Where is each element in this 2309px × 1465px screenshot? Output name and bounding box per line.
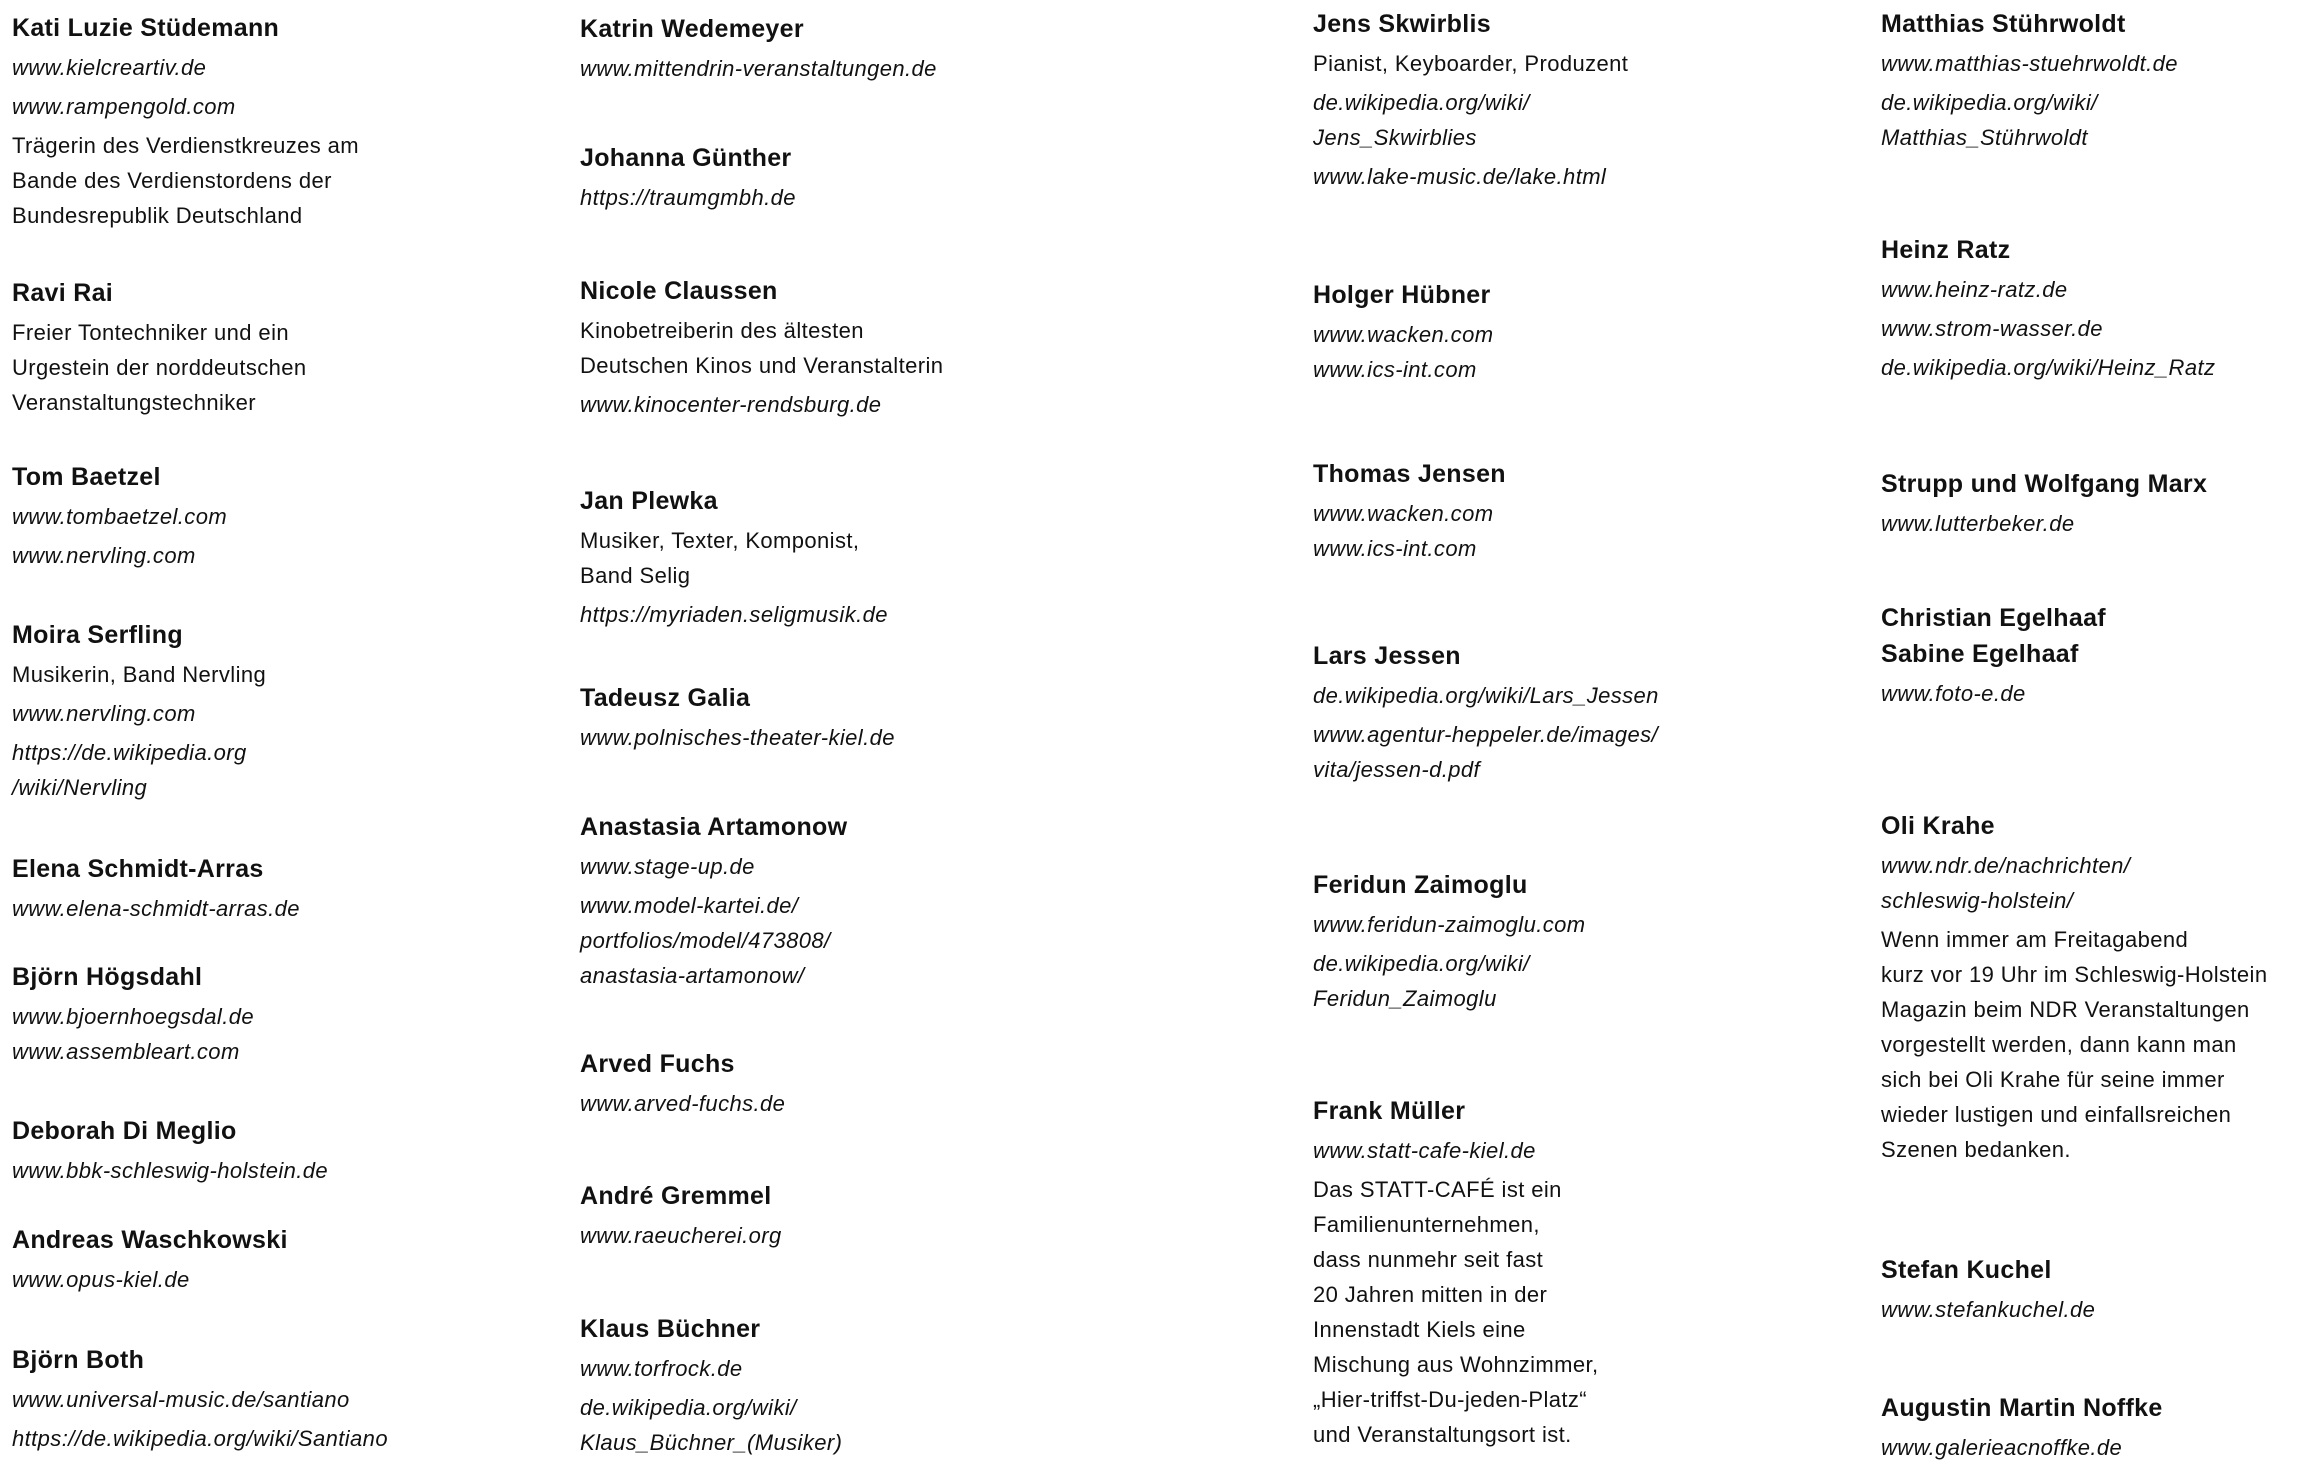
contact-entry bbox=[1881, 466, 2309, 541]
website-link[interactable]: www.strom-wasser.de bbox=[1881, 316, 2103, 341]
contact-entry bbox=[580, 1178, 1160, 1253]
contact-entry bbox=[1881, 808, 2309, 1167]
website-link[interactable]: https://de.wikipedia.org /wiki/Nervling bbox=[12, 740, 247, 800]
contact-name: Ravi Rai bbox=[12, 279, 114, 307]
website-link[interactable]: www.agentur-heppeler.de/images/ vita/jessen-d.pdf bbox=[1313, 722, 1659, 782]
contact-name: Katrin Wedemeyer bbox=[580, 15, 804, 43]
description-text: Pianist, Keyboarder, Produzent bbox=[1313, 51, 1629, 76]
contact-entry bbox=[1881, 232, 2309, 385]
website-link[interactable]: de.wikipedia.org/wiki/ Klaus_Büchner_(Musiker) bbox=[580, 1395, 843, 1455]
website-link[interactable]: www.lutterbeker.de bbox=[1881, 511, 2075, 536]
contact-entry bbox=[12, 275, 592, 420]
contact-entry bbox=[12, 459, 592, 573]
contact-name: Deborah Di Meglio bbox=[12, 1117, 237, 1145]
contact-name: Jan Plewka bbox=[580, 487, 718, 515]
website-link[interactable]: www.bjoernhoegsdal.de www.assembleart.com bbox=[12, 1004, 254, 1064]
contact-name: Christian Egelhaaf Sabine Egelhaaf bbox=[1881, 604, 2106, 668]
contact-name: Oli Krahe bbox=[1881, 812, 1995, 840]
description-text: Musiker, Texter, Komponist, Band Selig bbox=[580, 528, 860, 588]
website-link[interactable]: www.torfrock.de bbox=[580, 1356, 743, 1381]
website-link[interactable]: de.wikipedia.org/wiki/ Jens_Skwirblies bbox=[1313, 90, 1530, 150]
contact-entry bbox=[12, 1222, 592, 1297]
contact-name: Frank Müller bbox=[1313, 1097, 1466, 1125]
contact-name: Klaus Büchner bbox=[580, 1315, 761, 1343]
contact-name: Thomas Jensen bbox=[1313, 460, 1506, 488]
contact-entry bbox=[12, 617, 592, 805]
contact-name: Moira Serfling bbox=[12, 621, 183, 649]
website-link[interactable]: www.arved-fuchs.de bbox=[580, 1091, 786, 1116]
contact-entry bbox=[1313, 6, 1893, 194]
contact-name: Nicole Claussen bbox=[580, 277, 778, 305]
contact-entry bbox=[580, 11, 1160, 86]
website-link[interactable]: www.stage-up.de bbox=[580, 854, 755, 879]
website-link[interactable]: https://de.wikipedia.org/wiki/Santiano bbox=[12, 1426, 388, 1451]
website-link[interactable]: www.opus-kiel.de bbox=[12, 1267, 190, 1292]
contact-name: Björn Both bbox=[12, 1346, 145, 1374]
contact-name: Arved Fuchs bbox=[580, 1050, 735, 1078]
contact-entry bbox=[580, 1311, 1160, 1460]
description-text: Wenn immer am Freitagabend kurz vor 19 Uhr im Schleswig-Holstein Magazin beim NDR Veranstaltungen vorgestellt werden, dann kann man sich bei Oli Krahe für seine immer wieder lustigen und einfallsreichen Szenen bedanken. bbox=[1881, 927, 2268, 1162]
website-link[interactable]: https://myriaden.seligmusik.de bbox=[580, 602, 888, 627]
website-link[interactable]: www.bbk-schleswig-holstein.de bbox=[12, 1158, 329, 1183]
website-link[interactable]: www.foto-e.de bbox=[1881, 681, 2026, 706]
website-link[interactable]: www.model-kartei.de/ portfolios/model/473808/ anastasia-artamonow/ bbox=[580, 893, 831, 988]
contact-entry bbox=[1881, 600, 2309, 711]
contact-name: Feridun Zaimoglu bbox=[1313, 871, 1528, 899]
contact-entry bbox=[12, 851, 592, 926]
contact-entry bbox=[580, 273, 1160, 422]
website-link[interactable]: www.polnisches-theater-kiel.de bbox=[580, 725, 895, 750]
website-link[interactable]: www.lake-music.de/lake.html bbox=[1313, 164, 1607, 189]
contact-name: Elena Schmidt-Arras bbox=[12, 855, 264, 883]
contact-name: Strupp und Wolfgang Marx bbox=[1881, 470, 2208, 498]
website-link[interactable]: de.wikipedia.org/wiki/Lars_Jessen bbox=[1313, 683, 1659, 708]
contact-name: André Gremmel bbox=[580, 1182, 772, 1210]
website-link[interactable]: www.wacken.com www.ics-int.com bbox=[1313, 322, 1494, 382]
website-link[interactable]: www.feridun-zaimoglu.com bbox=[1313, 912, 1586, 937]
contact-entry bbox=[1881, 1252, 2309, 1327]
contact-entry bbox=[1313, 456, 1893, 566]
contact-name: Stefan Kuchel bbox=[1881, 1256, 2052, 1284]
contact-entry bbox=[580, 1046, 1160, 1121]
contact-name: Tom Baetzel bbox=[12, 463, 161, 491]
contact-entry bbox=[1313, 638, 1893, 787]
contact-name: Lars Jessen bbox=[1313, 642, 1461, 670]
description-text: Trägerin des Verdienstkreuzes am Bande des Verdienstordens der Bundesrepublik Deutschland bbox=[12, 133, 360, 228]
contact-name: Holger Hübner bbox=[1313, 281, 1491, 309]
website-link[interactable]: www.rampengold.com bbox=[12, 94, 236, 119]
website-link[interactable]: www.nervling.com bbox=[12, 701, 196, 726]
contact-name: Matthias Stührwoldt bbox=[1881, 10, 2126, 38]
website-link[interactable]: www.kielcreartiv.de bbox=[12, 55, 207, 80]
website-link[interactable]: https://traumgmbh.de bbox=[580, 185, 796, 210]
contact-entry bbox=[580, 809, 1160, 993]
contact-entry bbox=[580, 680, 1160, 755]
website-link[interactable]: www.galerieacnoffke.de bbox=[1881, 1435, 2123, 1460]
contact-entry bbox=[580, 483, 1160, 632]
contact-entry bbox=[12, 1342, 592, 1456]
website-link[interactable]: www.ndr.de/nachrichten/ schleswig-holstein/ bbox=[1881, 853, 2131, 913]
contact-entry bbox=[12, 1113, 592, 1188]
contact-name: Johanna Günther bbox=[580, 144, 792, 172]
contact-entry bbox=[1313, 277, 1893, 387]
contact-name: Augustin Martin Noffke bbox=[1881, 1394, 2163, 1422]
website-link[interactable]: www.universal-music.de/santiano bbox=[12, 1387, 350, 1412]
contact-entry bbox=[12, 959, 592, 1069]
website-link[interactable]: www.statt-cafe-kiel.de bbox=[1313, 1138, 1536, 1163]
website-link[interactable]: www.mittendrin-veranstaltungen.de bbox=[580, 56, 937, 81]
contact-entry bbox=[1881, 6, 2309, 155]
contact-entry bbox=[1313, 1093, 1893, 1452]
contact-entry bbox=[1313, 867, 1893, 1016]
website-link[interactable]: www.wacken.com www.ics-int.com bbox=[1313, 501, 1494, 561]
website-link[interactable]: de.wikipedia.org/wiki/Heinz_Ratz bbox=[1881, 355, 2216, 380]
contact-entry bbox=[580, 140, 1160, 215]
contact-name: Andreas Waschkowski bbox=[12, 1226, 288, 1254]
website-link[interactable]: www.elena-schmidt-arras.de bbox=[12, 896, 300, 921]
website-link[interactable]: de.wikipedia.org/wiki/ Feridun_Zaimoglu bbox=[1313, 951, 1530, 1011]
description-text: Freier Tontechniker und ein Urgestein der norddeutschen Veranstaltungstechniker bbox=[12, 320, 307, 415]
contact-name: Anastasia Artamonow bbox=[580, 813, 848, 841]
website-link[interactable]: www.nervling.com bbox=[12, 543, 196, 568]
contact-name: Björn Högsdahl bbox=[12, 963, 203, 991]
contact-name: Jens Skwirblis bbox=[1313, 10, 1491, 38]
website-link[interactable]: de.wikipedia.org/wiki/ Matthias_Stührwoldt bbox=[1881, 90, 2098, 150]
description-text: Kinobetreiberin des ältesten Deutschen Kinos und Veranstalterin bbox=[580, 318, 944, 378]
website-link[interactable]: www.tombaetzel.com bbox=[12, 504, 228, 529]
contact-entry bbox=[1881, 1390, 2309, 1465]
contact-name: Tadeusz Galia bbox=[580, 684, 751, 712]
description-text: Musikerin, Band Nervling bbox=[12, 662, 267, 687]
contact-name: Heinz Ratz bbox=[1881, 236, 2011, 264]
contact-name: Kati Luzie Stüdemann bbox=[12, 14, 280, 42]
contact-entry bbox=[12, 10, 592, 233]
website-link[interactable]: www.stefankuchel.de bbox=[1881, 1297, 2096, 1322]
website-link[interactable]: www.heinz-ratz.de bbox=[1881, 277, 2068, 302]
website-link[interactable]: www.kinocenter-rendsburg.de bbox=[580, 392, 882, 417]
website-link[interactable]: www.matthias-stuehrwoldt.de bbox=[1881, 51, 2178, 76]
description-text: Das STATT-CAFÉ ist ein Familienunternehmen, dass nunmehr seit fast 20 Jahren mitten in der Innenstadt Kiels eine Mischung aus Wohnzimmer, „Hier-triffst-Du-jeden-Platz“ und Veranstaltungsort ist. bbox=[1313, 1177, 1599, 1447]
website-link[interactable]: www.raeucherei.org bbox=[580, 1223, 782, 1248]
